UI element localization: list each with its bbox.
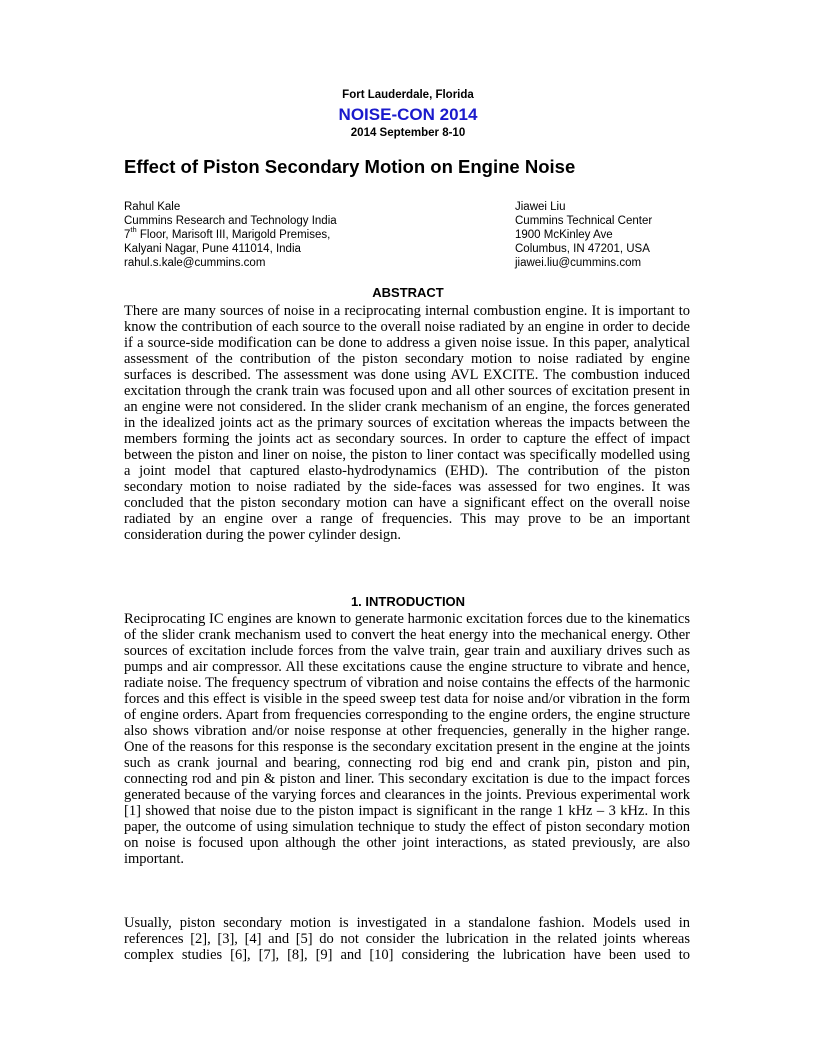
author-affiliation: Cummins Technical Center bbox=[515, 215, 653, 228]
abstract-text: There are many sources of noise in a reciprocating internal combustion engine. It is important to know the contribution of each source to the overall noise radiated by an engine in order to decide if a source-side modification can be done to address a given noise issue. In this paper, analytical assessment of the contribution of the piston secondary motion to noise radiated by engine surfaces is described. The assessment was done using AVL EXCITE. The combustion induced excitation through the crank train was focused upon and all other sources of excitation present in an engine were not considered. In the slider crank mechanism of an engine, the forces generated in the idealized joints act as the primary sources of excitation whereas the impacts between the members forming the joints act as secondary sources. In order to capture the effect of impact between the piston and liner on noise, the piston to liner contact was specifically modelled using a joint model that captured elasto-hydrodynamics (EHD). The contribution of the piston secondary motion to noise radiated by the side-faces was assessed for two engines. It was concluded that the piston secondary motion can have a significant effect on the overall noise radiated by an engine over a range of frequencies. This may prove to be an important consideration during the power cylinder design. bbox=[124, 303, 690, 543]
conference-name: NOISE-CON 2014 bbox=[338, 105, 478, 124]
conference-date: 2014 September 8-10 bbox=[350, 127, 466, 139]
introduction-paragraph-1: Reciprocating IC engines are known to generate harmonic excitation forces due to the kinematics of the slider crank mechanism used to convert the heat energy into the mechanical energy. Other sources of excitation include forces from the valve train, gear train and auxiliary drives such as pumps and air compressor. All these excitations cause the engine structure to vibrate and hence, radiate noise. The frequency spectrum of vibration and noise contains the effects of the harmonic forces and this effect is visible in the speed sweep test data for noise and/or vibration in the form of engine orders. Apart from frequencies corresponding to the engine orders, the engine structure also shows vibration and/or noise response at other frequencies, generally in the higher range. One of the reasons for this response is the secondary excitation present in the engine at the joints such as crank journal and bearing, connecting rod big end and crank pin, piston and pin, connecting rod and pin & piston and liner. This secondary excitation is due to the impact forces generated because of the varying forces and clearances in the joints. Previous experimental work [1] showed that noise due to the piston impact is significant in the range 1 kHz – 3 kHz. In this paper, the outcome of using simulation technique to study the effect of piston secondary motion on noise is focused upon although the other joint interactions, as stated previously, are also important. bbox=[124, 611, 690, 867]
abstract-heading: ABSTRACT bbox=[372, 285, 444, 300]
author-name: Jiawei Liu bbox=[515, 201, 566, 213]
author-name: Rahul Kale bbox=[124, 201, 181, 213]
author-address-line2: Kalyani Nagar, Pune 411014, India bbox=[124, 243, 301, 256]
author-block-2 bbox=[515, 200, 652, 270]
paper-title: Effect of Piston Secondary Motion on Engine Noise bbox=[124, 156, 576, 177]
introduction-heading: 1. INTRODUCTION bbox=[350, 594, 466, 609]
conference-location: Fort Lauderdale, Florida bbox=[342, 89, 474, 101]
author-address-line1: 1900 McKinley Ave bbox=[515, 229, 613, 242]
author-block-1 bbox=[124, 200, 337, 270]
author-address-line2: Columbus, IN 47201, USA bbox=[515, 243, 650, 256]
author-affiliation: Cummins Research and Technology India bbox=[124, 215, 337, 228]
author-email: jiawei.liu@cummins.com bbox=[515, 257, 642, 270]
author-email: rahul.s.kale@cummins.com bbox=[124, 257, 266, 270]
author-address-line1: 7th Floor, Marisoft III, Marigold Premises, bbox=[124, 225, 331, 242]
introduction-paragraph-2: Usually, piston secondary motion is investigated in a standalone fashion. Models used in references [2], [3], [4] and [5] do not consider the lubrication in the related joints whereas complex studies [6], [7], [8], [9] and [10] considering the lubrication have been used to bbox=[124, 915, 690, 963]
